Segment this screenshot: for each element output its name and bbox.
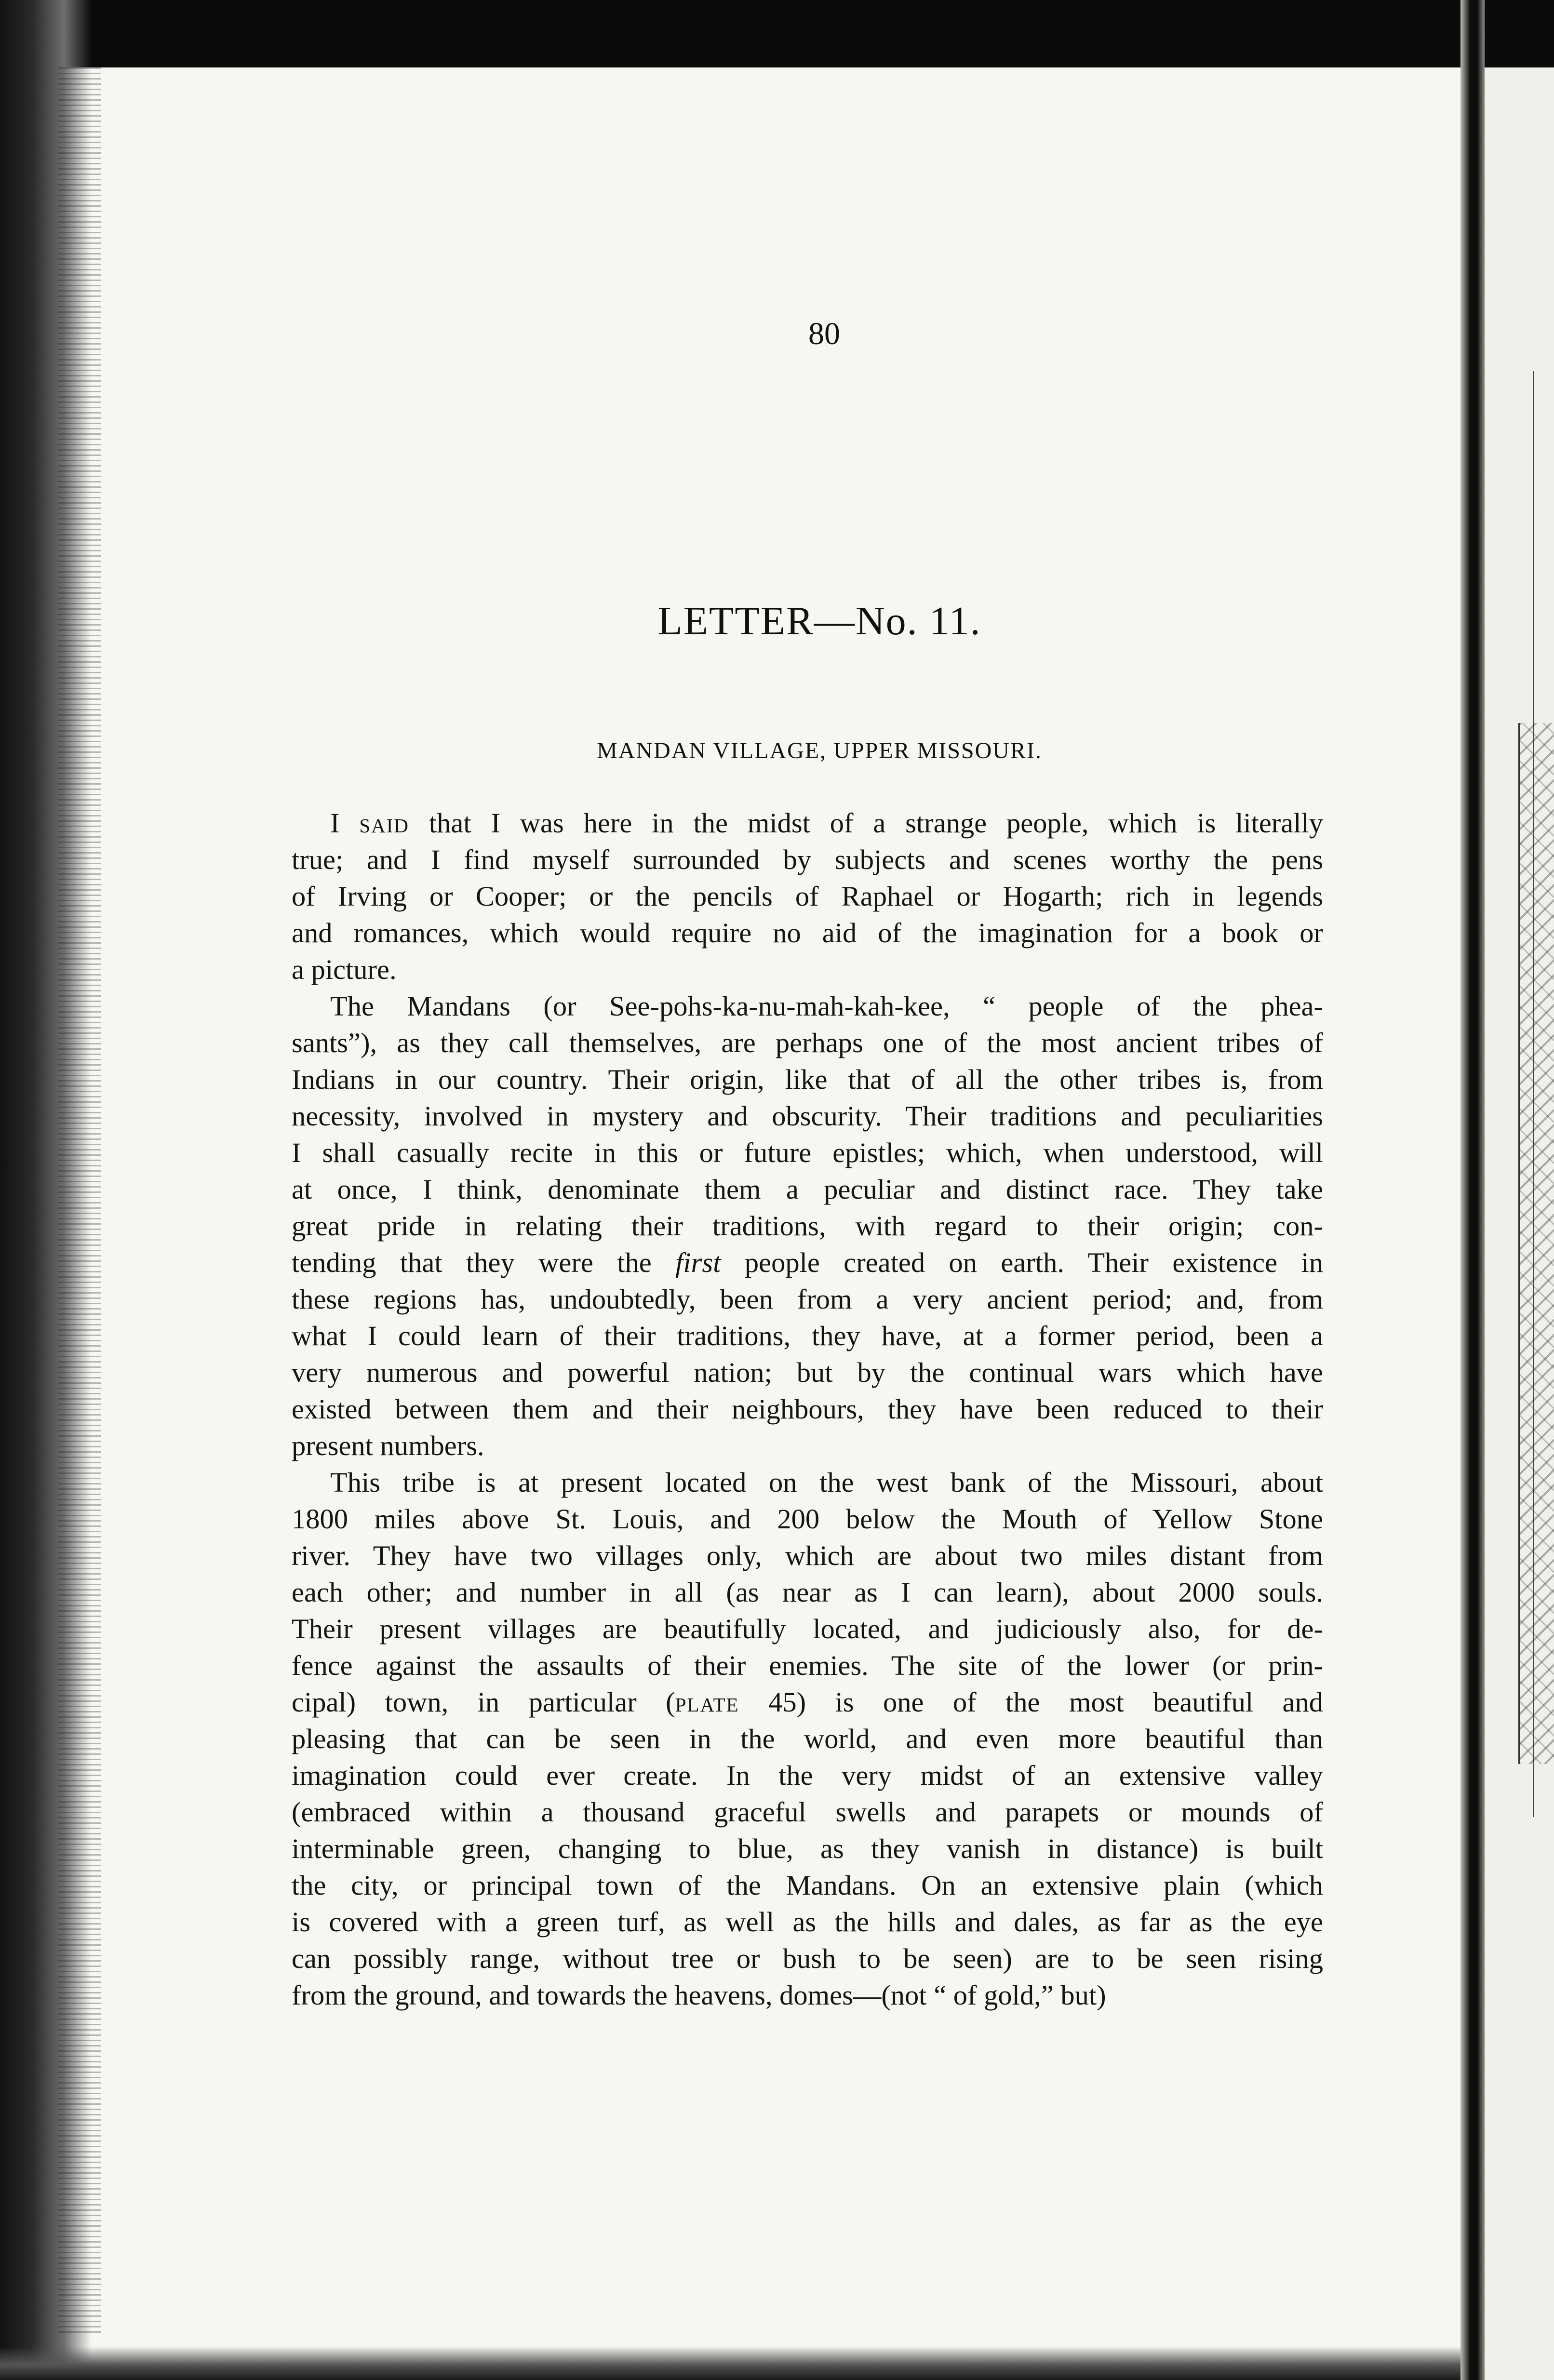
- line-text: very numerous and powerful nation; but by the continual wars which have: [292, 1357, 1323, 1388]
- line-text: This tribe is at present located on the west bank of the Missouri, about: [330, 1467, 1323, 1498]
- line-text: people created on earth. Their existence in: [721, 1247, 1323, 1278]
- text-line: [292, 1318, 1323, 1354]
- line-text: 45) is one of the most beautiful and: [739, 1686, 1323, 1718]
- line-text: necessity, involved in mystery and obscurity. Their traditions and peculiarities: [292, 1100, 1323, 1132]
- adjacent-page-engraving: [1518, 723, 1554, 1764]
- italic-word: first: [675, 1247, 721, 1278]
- scan-bottom-edge: [0, 2346, 1554, 2380]
- text-line: [292, 1721, 1323, 1757]
- text-line: [292, 1464, 1323, 1501]
- text-line: [292, 1574, 1323, 1611]
- line-text: river. They have two villages only, which are about two miles distant from: [292, 1540, 1323, 1571]
- text-line: [292, 951, 1323, 988]
- text-line: [292, 1208, 1323, 1244]
- line-text: present numbers.: [292, 1430, 484, 1461]
- text-line: [292, 878, 1323, 915]
- line-text: can possibly range, without tree or bush to be seen) are to be seen rising: [292, 1943, 1323, 1974]
- text-line: [292, 1831, 1323, 1867]
- text-line: [292, 1940, 1323, 1977]
- line-text: The Mandans (or See-pohs-ka-nu-mah-kah-kee, “ people of the phea-: [330, 990, 1323, 1022]
- text-line: [292, 1977, 1323, 2014]
- text-line: [292, 805, 1323, 842]
- line-text: great pride in relating their traditions, with regard to their origin; con-: [292, 1210, 1323, 1242]
- text-line: [292, 1684, 1323, 1721]
- text-line: [292, 1025, 1323, 1061]
- text-line: [292, 1501, 1323, 1538]
- text-line: [292, 1538, 1323, 1574]
- text-line: [292, 842, 1323, 878]
- text-line: [292, 1757, 1323, 1794]
- line-text: Indians in our country. Their origin, like that of all the other tribes is, from: [292, 1064, 1323, 1095]
- line-text: existed between them and their neighbours, they have been reduced to their: [292, 1393, 1323, 1425]
- small-caps-word: plate: [675, 1686, 739, 1718]
- line-text: that I was here in the midst of a strange people, which is literally: [409, 807, 1323, 839]
- letter-location-heading: MANDAN VILLAGE, UPPER MISSOURI.: [597, 738, 1042, 763]
- line-text: is covered with a green turf, as well as the hills and dales, as far as the eye: [292, 1906, 1323, 1938]
- text-line: [292, 1647, 1323, 1684]
- scan-left-speckle: [58, 67, 101, 2333]
- line-text: from the ground, and towards the heavens, domes—(not “ of gold,” but): [292, 1979, 1106, 2011]
- line-text: (embraced within a thousand graceful swells and parapets or mounds of: [292, 1796, 1323, 1828]
- text-line: [292, 1244, 1323, 1281]
- scan-top-border: [0, 0, 1554, 67]
- body-text: [292, 805, 1323, 2014]
- text-line: [292, 1061, 1323, 1098]
- text-line: [292, 1428, 1323, 1464]
- line-text: these regions has, undoubtedly, been from a very ancient period; and, from: [292, 1284, 1323, 1315]
- paragraph: [292, 1464, 1323, 2014]
- line-text: fence against the assaults of their enemies. The site of the lower (or prin-: [292, 1650, 1323, 1681]
- line-text: at once, I think, denominate them a peculiar and distinct race. They take: [292, 1174, 1323, 1205]
- line-text: interminable green, changing to blue, as they vanish in distance) is built: [292, 1833, 1323, 1864]
- line-text: cipal) town, in particular (: [292, 1686, 675, 1718]
- text-line: [292, 1611, 1323, 1647]
- text-line: [292, 1098, 1323, 1135]
- small-caps-word: said: [359, 807, 410, 839]
- line-text: pleasing that can be seen in the world, and even more beautiful than: [292, 1723, 1323, 1754]
- line-text: each other; and number in all (as near as I can learn), about 2000 souls.: [292, 1577, 1323, 1608]
- line-text: a picture.: [292, 954, 397, 985]
- text-line: [292, 988, 1323, 1025]
- text-line: [292, 1904, 1323, 1940]
- paragraph: [292, 805, 1323, 988]
- line-lead: I: [330, 807, 360, 839]
- line-text: true; and I find myself surrounded by subjects and scenes worthy the pens: [292, 844, 1323, 875]
- book-gutter: [1460, 0, 1485, 2380]
- text-line: [292, 1867, 1323, 1904]
- text-line: [292, 1794, 1323, 1831]
- text-line: [292, 1354, 1323, 1391]
- paragraph: [292, 988, 1323, 1464]
- text-line: [292, 1281, 1323, 1318]
- text-line: [292, 915, 1323, 951]
- line-text: sants”), as they call themselves, are perhaps one of the most ancient tribes of: [292, 1027, 1323, 1058]
- line-text: 1800 miles above St. Louis, and 200 below the Mouth of Yellow Stone: [292, 1503, 1323, 1535]
- line-text: Their present villages are beautifully located, and judiciously also, for de-: [292, 1613, 1323, 1645]
- line-text: what I could learn of their traditions, they have, at a former period, been a: [292, 1320, 1323, 1351]
- line-text: of Irving or Cooper; or the pencils of Raphael or Hogarth; rich in legends: [292, 881, 1323, 912]
- line-text: imagination could ever create. In the very midst of an extensive valley: [292, 1760, 1323, 1791]
- text-line: [292, 1135, 1323, 1171]
- letter-title: LETTER—No. 11.: [657, 599, 981, 643]
- line-text: I shall casually recite in this or future epistles; which, when understood, will: [292, 1137, 1323, 1168]
- line-text: tending that they were the: [292, 1247, 676, 1278]
- page-number: 80: [808, 316, 840, 351]
- line-text: and romances, which would require no aid of the imagination for a book or: [292, 917, 1323, 949]
- line-text: the city, or principal town of the Mandans. On an extensive plain (which: [292, 1870, 1323, 1901]
- text-line: [292, 1171, 1323, 1208]
- text-line: [292, 1391, 1323, 1428]
